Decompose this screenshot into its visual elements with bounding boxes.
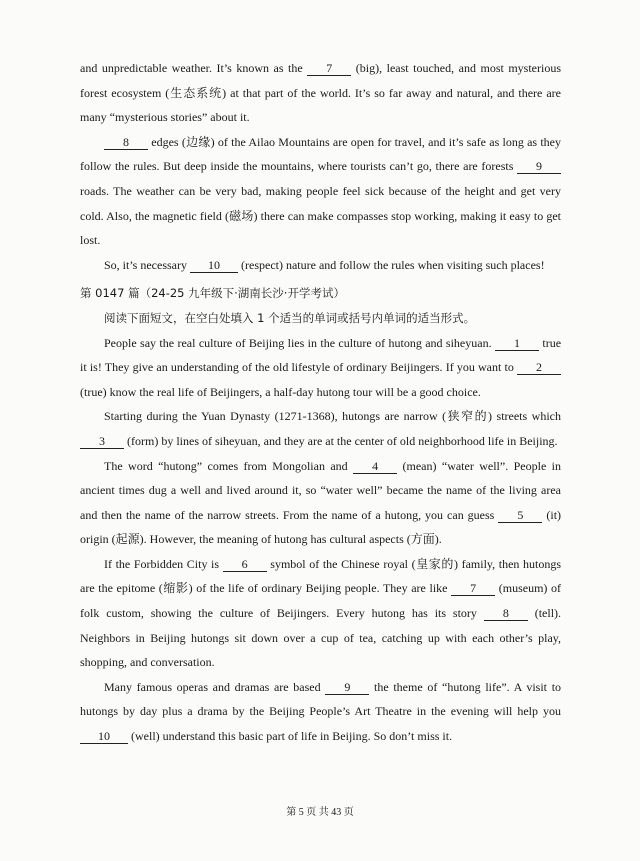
text-run: The word “hutong” comes from Mongolian and — [104, 458, 348, 473]
answer-blank-2: 2 — [517, 360, 561, 375]
answer-blank-5: 5 — [498, 508, 542, 523]
text-run: roads. The weather can be very bad, making people feel sick because of the height and get very cold. Also, the magnetic field (磁场) there can make compasses stop working, making it easy to get lost. — [80, 183, 561, 248]
answer-blank-6: 6 — [223, 557, 267, 572]
answer-blank-1: 1 — [495, 336, 539, 351]
passage2-paragraph-5 — [80, 675, 561, 749]
text-run: (form) by lines of siheyuan, and they are at the center of old neighborhood life in Beijing. — [127, 433, 558, 448]
text-run: (true) know the real life of Beijingers, a half-day hutong tour will be a good choice. — [80, 384, 481, 399]
passage2-paragraph-3 — [80, 454, 561, 552]
page-footer: 第 5 页 共 43 页 — [286, 807, 354, 818]
answer-blank-10: 10 — [190, 258, 238, 273]
answer-blank-3: 3 — [80, 434, 124, 449]
passage2-paragraph-2 — [80, 404, 561, 453]
passage1-paragraph-2 — [80, 130, 561, 253]
passage2-paragraph-1 — [80, 331, 561, 405]
answer-blank-9: 9 — [325, 680, 369, 695]
answer-blank-8: 8 — [484, 606, 528, 621]
passage1-paragraph-1 — [80, 56, 561, 130]
document-body — [80, 56, 561, 749]
passage2-paragraph-4 — [80, 552, 561, 675]
text-run: (well) understand this basic part of life in Beijing. So don’t miss it. — [131, 729, 453, 744]
text-run: and unpredictable weather. It’s known as the — [80, 61, 303, 75]
text-run: (tell). Neighbors in Beijing hutongs sit down over a cup of tea, catching up with each other’s play, shopping, and conversation. — [80, 606, 562, 670]
text-run: (respect) nature and follow the rules when visiting such places! — [241, 257, 545, 272]
passage2-heading: 第 0147 篇（24-25 九年级下·湖南长沙·开学考试） — [80, 286, 345, 301]
text-run: If the Forbidden City is — [104, 556, 220, 571]
text-run: Many famous operas and dramas are based — [104, 679, 321, 694]
text-run: (museum) of folk custom, showing the culture of Beijingers. Every hutong has its story — [80, 581, 562, 621]
answer-blank-7: 7 — [307, 61, 351, 76]
text-run: symbol of the Chinese royal (皇家的) family, then hutongs are the epitome (缩影) of the life of ordinary Beijing people. They are like — [80, 556, 562, 596]
text-run: (mean) “water well”. People in ancient times dug a well and lived around it, so “water well” became the name of the living area and then the name of the narrow streets. From the name of a hutong, you can guess — [80, 458, 562, 522]
text-run: (big), least touched, and most mysterious forest ecosystem (生态系统) at that part of the world. It’s so far away and natural, and there are many “mysterious stories” about it. — [80, 61, 562, 125]
text-run: (it) origin (起源). However, the meaning of hutong has cultural aspects (方面). — [80, 507, 562, 547]
passage2-instruction: 阅读下面短文，在空白处填入 1 个适当的单词或括号内单词的适当形式。 — [104, 310, 476, 325]
text-run: So, it’s necessary — [104, 257, 187, 272]
text-run: true it is! They give an understanding of the old lifestyle of ordinary Beijingers. If you want to — [80, 335, 562, 375]
text-run: Starting during the Yuan Dynasty (1271-1368), hutongs are narrow (狭窄的) streets which — [104, 409, 561, 424]
passage1-paragraph-3 — [80, 253, 561, 278]
answer-blank-9: 9 — [517, 159, 561, 174]
text-run: People say the real culture of Beijing lies in the culture of hutong and siheyuan. — [104, 335, 492, 350]
answer-blank-4: 4 — [353, 459, 397, 474]
text-run: the theme of “hutong life”. A visit to hutongs by day plus a drama by the Beijing People’s Art Theatre in the evening will help you — [80, 679, 562, 719]
answer-blank-8: 8 — [104, 135, 148, 150]
answer-blank-7: 7 — [451, 581, 495, 596]
text-run: edges (边缘) of the Ailao Mountains are open for travel, and it’s safe as long as they follow the rules. But deep inside the mountains, where tourists can’t go, there are forests — [80, 134, 562, 174]
answer-blank-10: 10 — [80, 729, 128, 744]
